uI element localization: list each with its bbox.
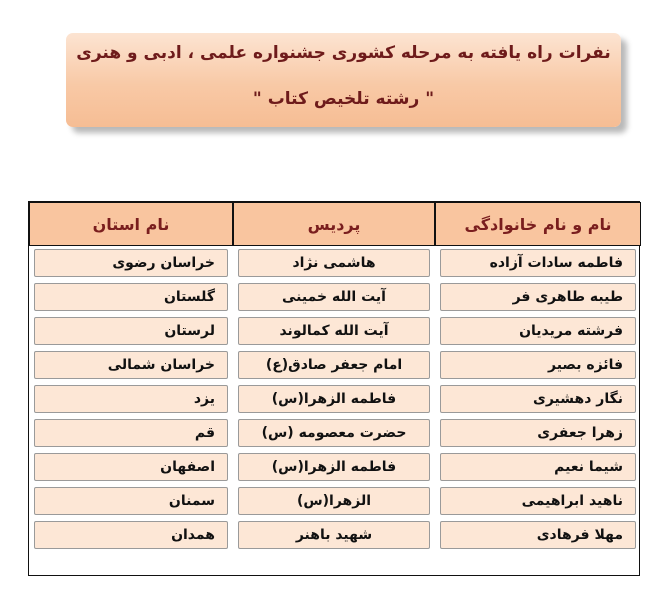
- province-cell-text: گلستان: [34, 283, 228, 311]
- campus-cell: [233, 348, 435, 382]
- campus-cell: [233, 280, 435, 314]
- campus-cell-text: آیت الله کمالوند: [238, 317, 430, 345]
- province-cell: [29, 382, 233, 416]
- province-cell-text: خراسان رضوی: [34, 249, 228, 277]
- name-cell-text: فائزه بصیر: [440, 351, 636, 379]
- name-cell-text: فاطمه سادات آزاده: [440, 249, 636, 277]
- table-header-row: [29, 202, 641, 246]
- campus-cell: [233, 314, 435, 348]
- province-cell-text: همدان: [34, 521, 228, 549]
- title-line: نفرات راه یافته به مرحله کشوری جشنواره علمی ، ادبی و هنری: [76, 43, 611, 63]
- campus-cell: [233, 382, 435, 416]
- province-cell-text: سمنان: [34, 487, 228, 515]
- province-cell: [29, 280, 233, 314]
- campus-cell: [233, 518, 435, 552]
- table-row: [29, 314, 641, 348]
- name-cell: [435, 280, 641, 314]
- campus-cell: [233, 484, 435, 518]
- province-cell: [29, 348, 233, 382]
- table-row: [29, 348, 641, 382]
- subtitle-line: " رشته تلخیص کتاب ": [252, 89, 435, 109]
- campus-cell-text: الزهرا(س): [238, 487, 430, 515]
- header-name: نام و نام خانوادگی: [435, 202, 641, 246]
- name-cell-text: زهرا جعفری: [440, 419, 636, 447]
- province-cell-text: خراسان شمالی: [34, 351, 228, 379]
- table-row: [29, 246, 641, 280]
- province-cell: [29, 484, 233, 518]
- province-cell: [29, 314, 233, 348]
- table-body: [29, 246, 641, 552]
- header-campus: پردیس: [233, 202, 435, 246]
- name-cell-text: طیبه طاهری فر: [440, 283, 636, 311]
- campus-cell: [233, 246, 435, 280]
- campus-cell-text: شهید باهنر: [238, 521, 430, 549]
- name-cell: [435, 382, 641, 416]
- table-row: [29, 518, 641, 552]
- results-table-grid: [29, 202, 641, 552]
- province-cell-text: اصفهان: [34, 453, 228, 481]
- name-cell-text: فرشته مریدیان: [440, 317, 636, 345]
- title-banner: [66, 33, 621, 127]
- campus-cell: [233, 450, 435, 484]
- campus-cell-text: هاشمی نژاد: [238, 249, 430, 277]
- province-cell-text: قم: [34, 419, 228, 447]
- province-cell: [29, 450, 233, 484]
- name-cell: [435, 450, 641, 484]
- name-cell: [435, 484, 641, 518]
- name-cell-text: مهلا فرهادی: [440, 521, 636, 549]
- name-cell: [435, 518, 641, 552]
- name-cell-text: نگار دهشیری: [440, 385, 636, 413]
- name-cell: [435, 348, 641, 382]
- name-cell: [435, 416, 641, 450]
- name-cell-text: ناهید ابراهیمی: [440, 487, 636, 515]
- table-row: [29, 450, 641, 484]
- province-cell-text: لرستان: [34, 317, 228, 345]
- campus-cell-text: فاطمه الزهرا(س): [238, 385, 430, 413]
- campus-cell: [233, 416, 435, 450]
- campus-cell-text: حضرت معصومه (س): [238, 419, 430, 447]
- table-row: [29, 382, 641, 416]
- table-row: [29, 484, 641, 518]
- name-cell: [435, 314, 641, 348]
- results-table: [28, 201, 640, 576]
- campus-cell-text: فاطمه الزهرا(س): [238, 453, 430, 481]
- header-province: نام استان: [29, 202, 233, 246]
- table-row: [29, 416, 641, 450]
- name-cell: [435, 246, 641, 280]
- province-cell: [29, 416, 233, 450]
- province-cell: [29, 518, 233, 552]
- name-cell-text: شیما نعیم: [440, 453, 636, 481]
- campus-cell-text: آیت الله خمینی: [238, 283, 430, 311]
- province-cell-text: یزد: [34, 385, 228, 413]
- campus-cell-text: امام جعفر صادق(ع): [238, 351, 430, 379]
- province-cell: [29, 246, 233, 280]
- table-row: [29, 280, 641, 314]
